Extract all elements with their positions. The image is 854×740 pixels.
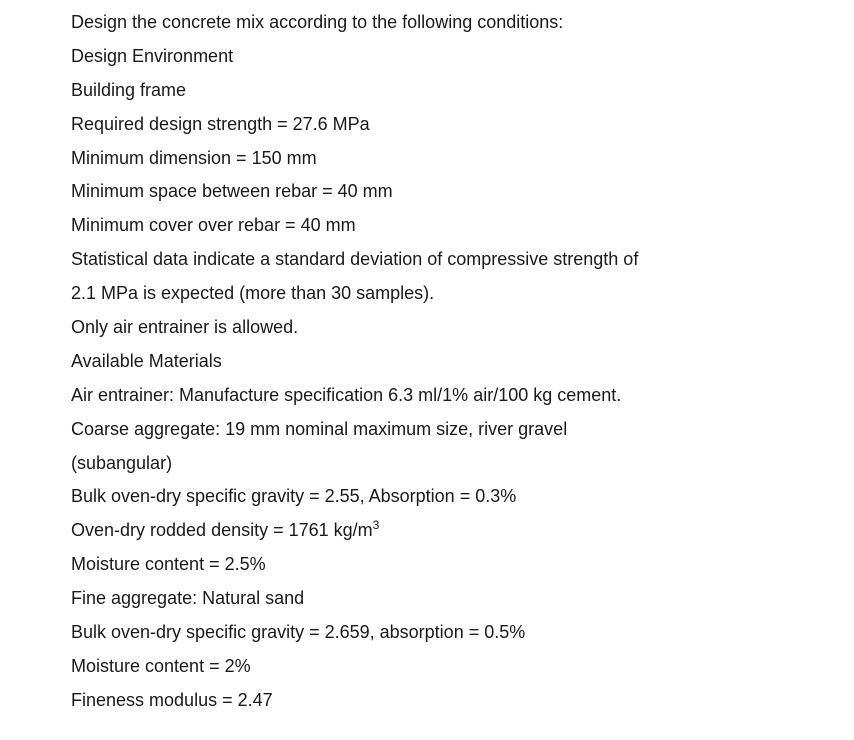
min-cover-text: Minimum cover over rebar = 40 mm [71, 215, 356, 236]
fine-specific-gravity-text: Bulk oven-dry specific gravity = 2.659, absorption = 0.5% [71, 622, 526, 643]
coarse-aggregate-line-2: (subangular) [71, 452, 173, 473]
fine-moisture-text: Moisture content = 2% [71, 655, 251, 676]
required-strength-text: Required design strength = 27.6 MPa [71, 113, 370, 134]
min-rebar-space-text: Minimum space between rebar = 40 mm [71, 181, 393, 202]
air-entrainer-only-text: Only air entrainer is allowed. [71, 317, 299, 338]
statistical-data-line-1: Statistical data indicate a standard deviation of compressive strength of [71, 249, 639, 270]
building-frame-text: Building frame [71, 79, 187, 100]
air-entrainer-spec-text: Air entrainer: Manufacture specification 6.3 ml/1% air/100 kg cement. [71, 384, 622, 405]
coarse-rodded-density-text [71, 518, 831, 552]
problem-statement [71, 10, 831, 722]
coarse-moisture-text: Moisture content = 2.5% [71, 554, 266, 575]
coarse-aggregate-line-1: Coarse aggregate: 19 mm nominal maximum size, river gravel [71, 418, 568, 439]
available-materials-heading: Available Materials [71, 350, 222, 371]
coarse-specific-gravity-text: Bulk oven-dry specific gravity = 2.55, Absorption = 0.3% [71, 486, 517, 507]
intro-text: Design the concrete mix according to the following conditions: [71, 12, 564, 32]
min-dimension-text: Minimum dimension = 150 mm [71, 147, 317, 168]
design-environment-heading: Design Environment [71, 45, 234, 66]
fine-aggregate-text: Fine aggregate: Natural sand [71, 588, 305, 609]
fineness-modulus-text: Fineness modulus = 2.47 [71, 689, 273, 710]
cubic-superscript: 3 [372, 518, 380, 533]
statistical-data-line-2: 2.1 MPa is expected (more than 30 samples). [71, 283, 435, 304]
coarse-rodded-density-value: Oven-dry rodded density = 1761 kg/m [71, 520, 373, 541]
